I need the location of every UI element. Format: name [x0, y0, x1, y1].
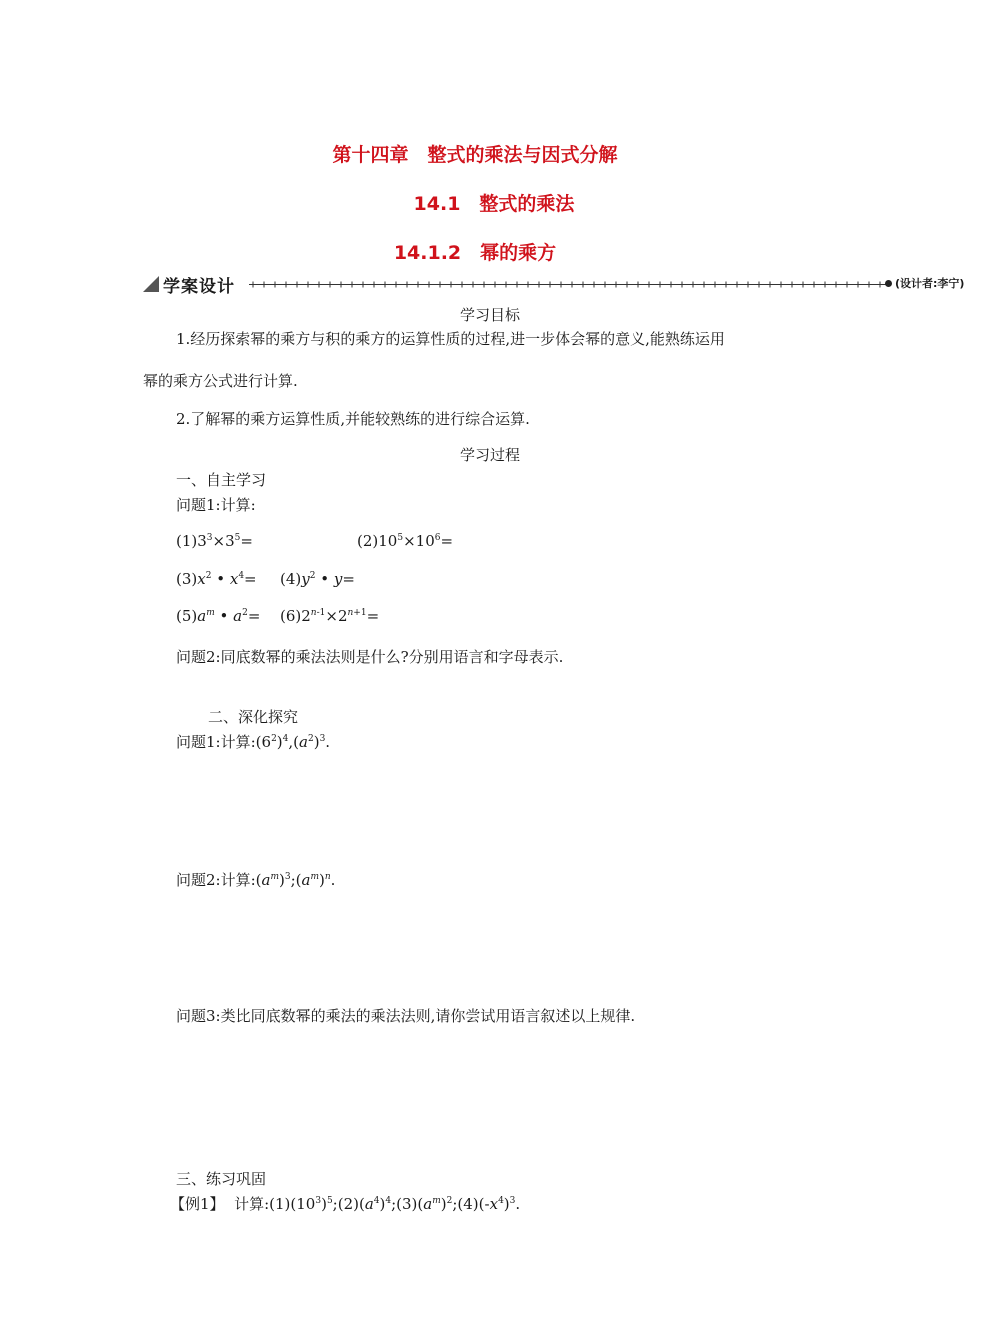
banner-triangle-icon: [143, 276, 159, 292]
part1-question-1: 问题1:计算:: [176, 496, 256, 514]
banner-end-dot: [885, 280, 892, 287]
design-banner: [143, 272, 965, 297]
exercise-3: $(3)x^2$ • $x^4=$: [176, 570, 257, 588]
part2-question-1-prefix: 问题1:计算:: [176, 733, 256, 751]
part2-heading: 二、深化探究: [208, 708, 299, 726]
section-title: 14.1 整式的乘法: [413, 193, 575, 215]
goal-item-2: 2.了解幂的乘方运算性质,并能较熟练的进行综合运算.: [176, 410, 530, 428]
goal-item-1-line-1: 1.经历探索幂的乘方与积的乘方的运算性质的过程,进一步体会幂的意义,能熟练运用: [176, 330, 725, 348]
banner-label: 学案设计: [163, 277, 235, 297]
chapter-title: 第十四章 整式的乘法与因式分解: [332, 144, 618, 166]
example-1: 【例1】 计算$:(1)(10^3)^5;(2)(a^4)^4;(3)(a^m)^2;(4)(-x^4)^3$.: [170, 1195, 521, 1213]
goals-heading: 学习目标: [459, 306, 520, 324]
process-heading: 学习过程: [459, 446, 520, 464]
part2-question-1: 问题1:计算$:(6^2)^4,(a^2)^3$.: [176, 733, 331, 751]
part1-question-2: 问题2:同底数幂的乘法法则是什么?分别用语言和字母表示.: [176, 648, 564, 666]
exercise-1: $(1)3^3\times 3^5=$: [176, 532, 253, 550]
exercise-5: $(5)a^m$ • $a^2=$: [176, 607, 261, 625]
part2-question-2-prefix: 问题2:计算:: [176, 871, 256, 889]
example-prefix: 计算:: [234, 1195, 270, 1213]
banner-dotted-rule: [249, 280, 887, 289]
exercise-6: $(6)2^{n-1}\times 2^{n+1}=$: [280, 607, 380, 625]
part2-question-2: 问题2:计算$:(a^m)^3;(a^m)^n$.: [176, 871, 336, 889]
goal-item-1-line-2: 幂的乘方公式进行计算.: [143, 372, 298, 390]
part3-heading: 三、练习巩固: [176, 1170, 267, 1188]
banner-designer: (设计者:李宁): [895, 277, 965, 290]
part2-question-3: 问题3:类比同底数幂的乘法的乘法法则,请你尝试用语言叙述以上规律.: [176, 1007, 636, 1025]
example-label: 【例1】: [170, 1195, 225, 1213]
exercise-4: $(4)y^2$ • y=: [280, 570, 355, 588]
subsection-title: 14.1.2 幂的乘方: [393, 242, 557, 264]
part1-heading: 一、自主学习: [176, 471, 267, 489]
exercise-2: $(2)10^5\times 10^6=$: [357, 532, 454, 550]
